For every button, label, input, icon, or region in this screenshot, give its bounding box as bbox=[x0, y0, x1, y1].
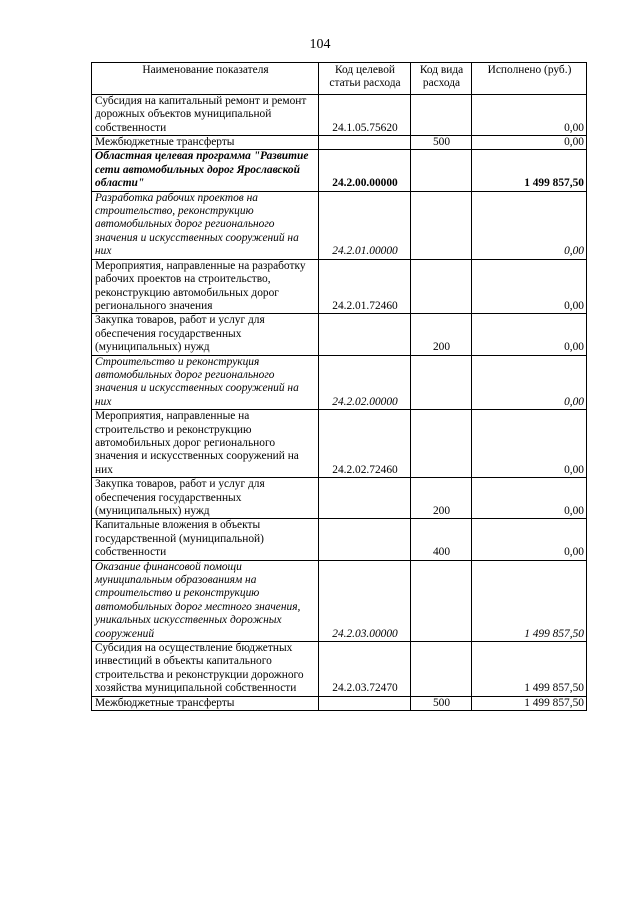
target-code-cell: 24.2.02.72460 bbox=[319, 410, 411, 478]
type-code-cell bbox=[411, 410, 472, 478]
table-header-row bbox=[92, 63, 587, 95]
amount-cell: 0,00 bbox=[472, 314, 587, 355]
target-code-cell: 24.2.01.00000 bbox=[319, 191, 411, 259]
type-code-cell: 500 bbox=[411, 696, 472, 710]
type-code-cell bbox=[411, 259, 472, 314]
table-row bbox=[92, 314, 587, 355]
indicator-name-cell: Межбюджетные трансферты bbox=[92, 696, 319, 710]
amount-cell: 0,00 bbox=[472, 94, 587, 135]
table-row bbox=[92, 642, 587, 697]
amount-cell: 0,00 bbox=[472, 478, 587, 519]
table-row bbox=[92, 696, 587, 710]
type-code-cell bbox=[411, 355, 472, 410]
page-number: 104 bbox=[309, 37, 331, 52]
table-row bbox=[92, 191, 587, 259]
indicator-name-cell: Разработка рабочих проектов на строительство, реконструкцию автомобильных дорог регионального значения и искусственных сооружений на них bbox=[92, 191, 319, 259]
target-code-cell: 24.2.03.72470 bbox=[319, 642, 411, 697]
target-code-cell: 24.2.00.00000 bbox=[319, 150, 411, 191]
column-header-target-code: Код целевой статьи расхода bbox=[319, 63, 411, 95]
table-row bbox=[92, 560, 587, 641]
table-body bbox=[92, 94, 587, 710]
amount-cell: 1 499 857,50 bbox=[472, 696, 587, 710]
column-header-amount: Исполнено (руб.) bbox=[472, 63, 587, 95]
target-code-cell bbox=[319, 136, 411, 150]
indicator-name-cell: Субсидия на капитальный ремонт и ремонт дорожных объектов муниципальной собственности bbox=[92, 94, 319, 135]
table-row bbox=[92, 259, 587, 314]
table-row bbox=[92, 150, 587, 191]
amount-cell: 1 499 857,50 bbox=[472, 150, 587, 191]
indicator-name-cell: Закупка товаров, работ и услуг для обеспечения государственных (муниципальных) нужд bbox=[92, 478, 319, 519]
indicator-name-cell: Областная целевая программа "Развитие сети автомобильных дорог Ярославской области" bbox=[92, 150, 319, 191]
indicator-name-cell: Субсидия на осуществление бюджетных инвестиций в объекты капитального строительства и реконструкции дорожного хозяйства муниципальной собственности bbox=[92, 642, 319, 697]
target-code-cell: 24.2.01.72460 bbox=[319, 259, 411, 314]
type-code-cell bbox=[411, 150, 472, 191]
target-code-cell bbox=[319, 696, 411, 710]
table-row bbox=[92, 478, 587, 519]
table-row bbox=[92, 410, 587, 478]
budget-table bbox=[91, 62, 587, 711]
type-code-cell bbox=[411, 94, 472, 135]
target-code-cell bbox=[319, 519, 411, 560]
type-code-cell bbox=[411, 191, 472, 259]
indicator-name-cell: Капитальные вложения в объекты государственной (муниципальной) собственности bbox=[92, 519, 319, 560]
target-code-cell bbox=[319, 478, 411, 519]
target-code-cell bbox=[319, 314, 411, 355]
amount-cell: 1 499 857,50 bbox=[472, 560, 587, 641]
indicator-name-cell: Закупка товаров, работ и услуг для обеспечения государственных (муниципальных) нужд bbox=[92, 314, 319, 355]
amount-cell: 0,00 bbox=[472, 191, 587, 259]
type-code-cell: 200 bbox=[411, 478, 472, 519]
amount-cell: 0,00 bbox=[472, 410, 587, 478]
table-row bbox=[92, 136, 587, 150]
table-row bbox=[92, 519, 587, 560]
indicator-name-cell: Строительство и реконструкция автомобильных дорог регионального значения и искусственных сооружений на них bbox=[92, 355, 319, 410]
target-code-cell: 24.2.02.00000 bbox=[319, 355, 411, 410]
type-code-cell: 400 bbox=[411, 519, 472, 560]
type-code-cell: 200 bbox=[411, 314, 472, 355]
amount-cell: 0,00 bbox=[472, 355, 587, 410]
indicator-name-cell: Мероприятия, направленные на строительство и реконструкцию автомобильных дорог регионального значения и искусственных сооружений на них bbox=[92, 410, 319, 478]
amount-cell: 0,00 bbox=[472, 259, 587, 314]
type-code-cell bbox=[411, 560, 472, 641]
amount-cell: 1 499 857,50 bbox=[472, 642, 587, 697]
amount-cell: 0,00 bbox=[472, 519, 587, 560]
indicator-name-cell: Межбюджетные трансферты bbox=[92, 136, 319, 150]
column-header-type-code: Код вида расхода bbox=[411, 63, 472, 95]
type-code-cell bbox=[411, 642, 472, 697]
indicator-name-cell: Мероприятия, направленные на разработку рабочих проектов на строительство, реконструкцию автомобильных дорог регионального значения bbox=[92, 259, 319, 314]
target-code-cell: 24.2.03.00000 bbox=[319, 560, 411, 641]
amount-cell: 0,00 bbox=[472, 136, 587, 150]
table-row bbox=[92, 94, 587, 135]
target-code-cell: 24.1.05.75620 bbox=[319, 94, 411, 135]
type-code-cell: 500 bbox=[411, 136, 472, 150]
table-row bbox=[92, 355, 587, 410]
indicator-name-cell: Оказание финансовой помощи муниципальным образованиям на строительство и реконструкцию автомобильных дорог местного значения, уникальных искусственных дорожных сооружений bbox=[92, 560, 319, 641]
column-header-name: Наименование показателя bbox=[92, 63, 319, 95]
